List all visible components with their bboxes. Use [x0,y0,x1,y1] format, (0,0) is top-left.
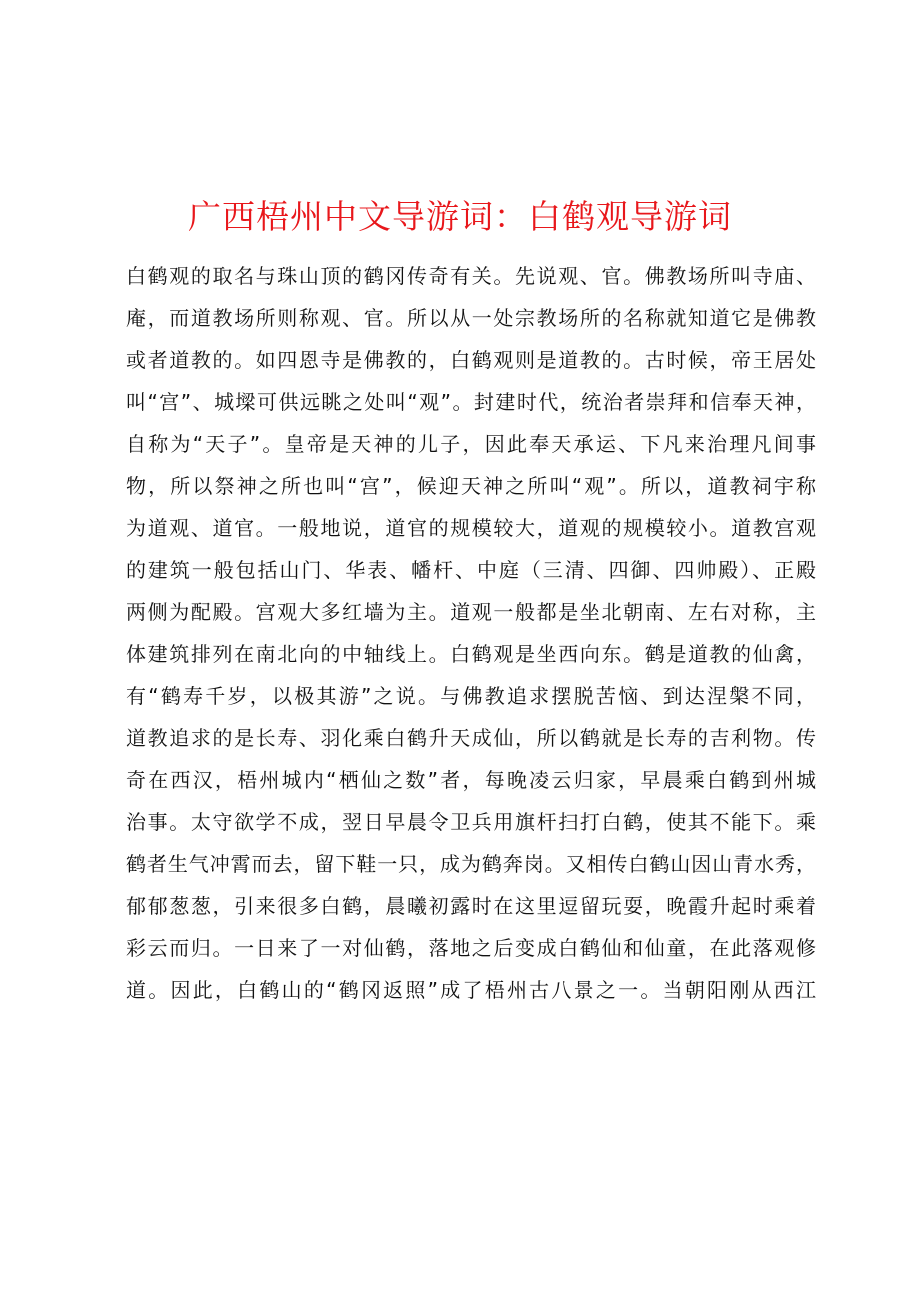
text-line: 或者道教的。如四恩寺是佛教的，白鹤观则是道教的。古时候，帝王居处 [126,348,816,372]
text-line: 体建筑排列在南北向的中轴线上。白鹤观是坐西向东。鹤是道教的仙禽， [126,642,816,666]
text-line: 两侧为配殿。宫观大多红墙为主。道观一般都是坐北朝南、左右对称，主 [126,600,816,624]
text-line: 的建筑一般包括山门、华表、幡杆、中庭（三清、四御、四帅殿）、正殿 [126,558,816,582]
text-line: 叫“宫”、城墚可供远眺之处叫“观”。封建时代，统治者崇拜和信奉天神， [126,390,816,414]
text-line: 物，所以祭神之所也叫“宫”，候迎天神之所叫“观”。所以，道教祠宇称 [126,474,816,498]
body-paragraph [126,255,816,1011]
text-line: 白鹤观的取名与珠山顶的鹤冈传奇有关。先说观、官。佛教场所叫寺庙、 [126,264,816,288]
text-line: 自称为“天子”。皇帝是天神的儿子，因此奉天承运、下凡来治理凡间事 [126,432,816,456]
text-line: 为道观、道官。一般地说，道官的规模较大，道观的规模较小。道教宫观 [126,516,816,540]
text-line: 郁郁葱葱，引来很多白鹤，晨曦初露时在这里逗留玩耍，晚霞升起时乘着 [126,894,816,918]
text-line: 庵，而道教场所则称观、官。所以从一处宗教场所的名称就知道它是佛教 [126,306,816,330]
text-line: 彩云而归。一日来了一对仙鹤，落地之后变成白鹤仙和仙童，在此落观修 [126,936,816,960]
text-line: 治事。太守欲学不成，翌日早晨令卫兵用旗杆扫打白鹤，使其不能下。乘 [126,810,816,834]
text-line: 道。因此，白鹤山的“鹤冈返照”成了梧州古八景之一。当朝阳刚从西江 [126,978,816,1002]
page-title: 广西梧州中文导游词：白鹤观导游词 [188,197,732,236]
text-line: 奇在西汉，梧州城内“栖仙之数”者，每晚凌云归家，早晨乘白鹤到州城 [126,768,816,792]
text-line: 有“鹤寿千岁，以极其游”之说。与佛教追求摆脱苦恼、到达涅槃不同， [126,684,816,708]
text-line: 鹤者生气冲霄而去，留下鞋一只，成为鹤奔岗。又相传白鹤山因山青水秀， [126,852,816,876]
text-line: 道教追求的是长寿、羽化乘白鹤升天成仙，所以鹤就是长寿的吉利物。传 [126,726,816,750]
